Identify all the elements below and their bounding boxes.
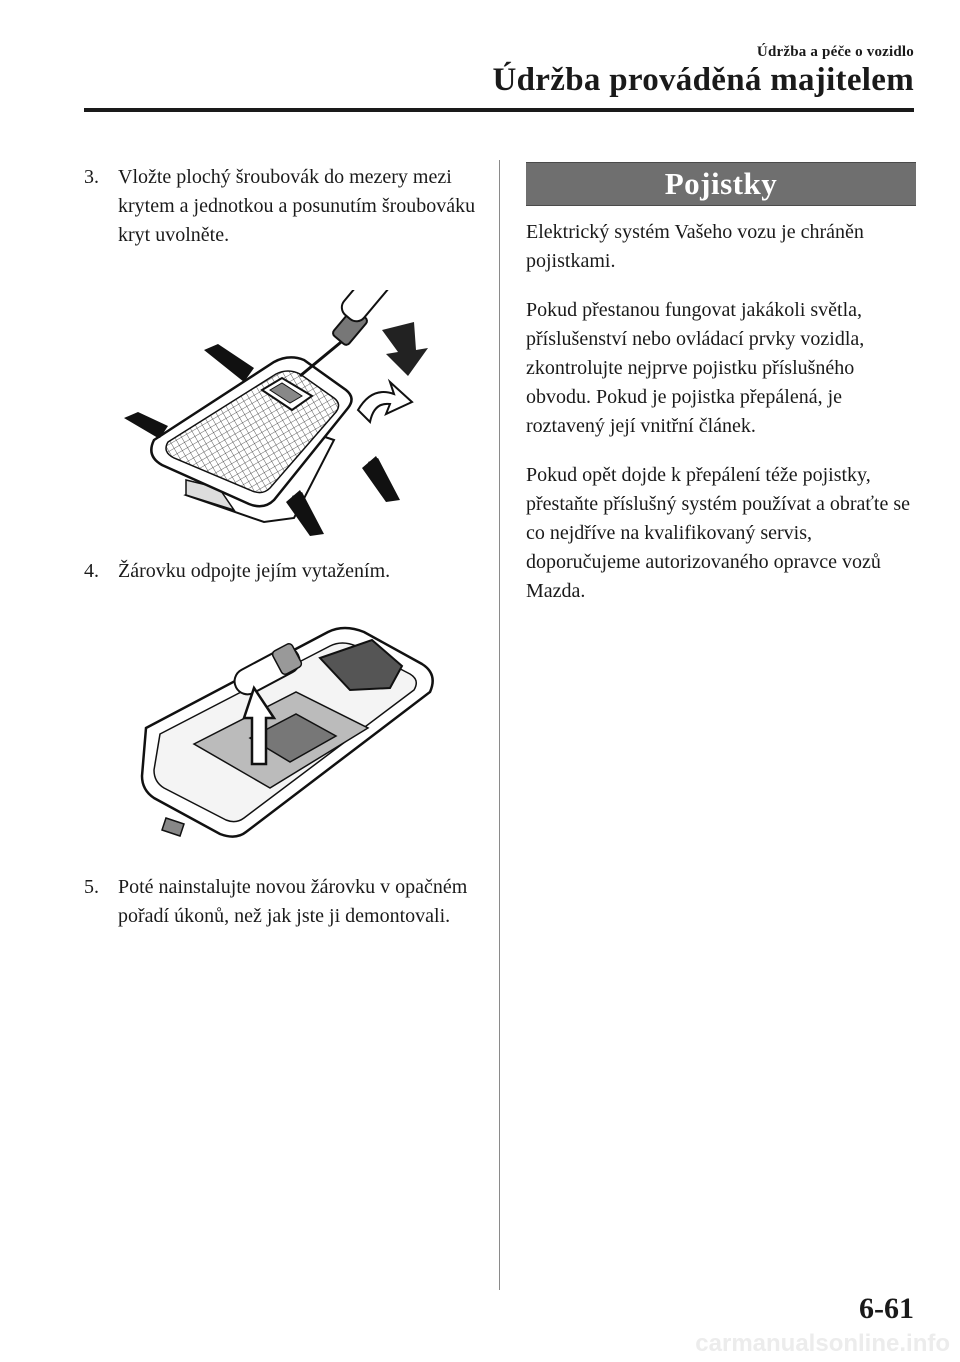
figure-bulb-removal [140,618,460,848]
left-column [84,163,484,931]
right-column [526,162,916,606]
paragraph-intro: Elektrický systém Vašeho vozu je chráněn pojistkami. [526,221,864,272]
step-number: 3. [84,166,99,188]
column-divider [499,160,500,1290]
step-5 [84,873,484,931]
step-number: 5. [84,876,99,898]
step-text: Vložte plochý šroubovák do mezery mezi krytem a jednotkou a posunutím šroubováku kryt uvolněte. [118,166,476,246]
step-3 [84,163,484,250]
step-number: 4. [84,560,99,582]
step-text: Poté nainstalujte novou žárovku v opačném pořadí úkonů, než jak jste ji demontovali. [118,876,468,927]
page-title: Údržba prováděná majitelem [492,62,914,98]
section-banner-pojistky: Pojistky [526,162,916,206]
paragraph-repeat-failure: Pokud opět dojde k přepálení téže pojistky, přestaňte příslušný systém používat a obraťte se co nejdříve na kvalifikovaný servis, doporučujeme autorizovaného opravce vozů Mazda. [526,464,911,602]
paragraph-check-fuse: Pokud přestanou fungovat jakákoli světla, příslušenství nebo ovládací prvky vozidla, zkontrolujte nejprve pojistku příslušného obvodu. Pokud je pojistka přepálená, je roztavený její vnitřní článek. [526,299,865,437]
step-text: Žárovku odpojte jejím vytažením. [118,560,391,582]
step-4 [84,557,484,586]
header-section-label: Údržba a péče o vozidlo [756,44,914,60]
header-rule [84,108,914,112]
watermark: carmanualsonline.info [695,1330,950,1357]
page-number: 6-61 [859,1292,914,1325]
figure-screwdriver-removal [124,290,464,542]
